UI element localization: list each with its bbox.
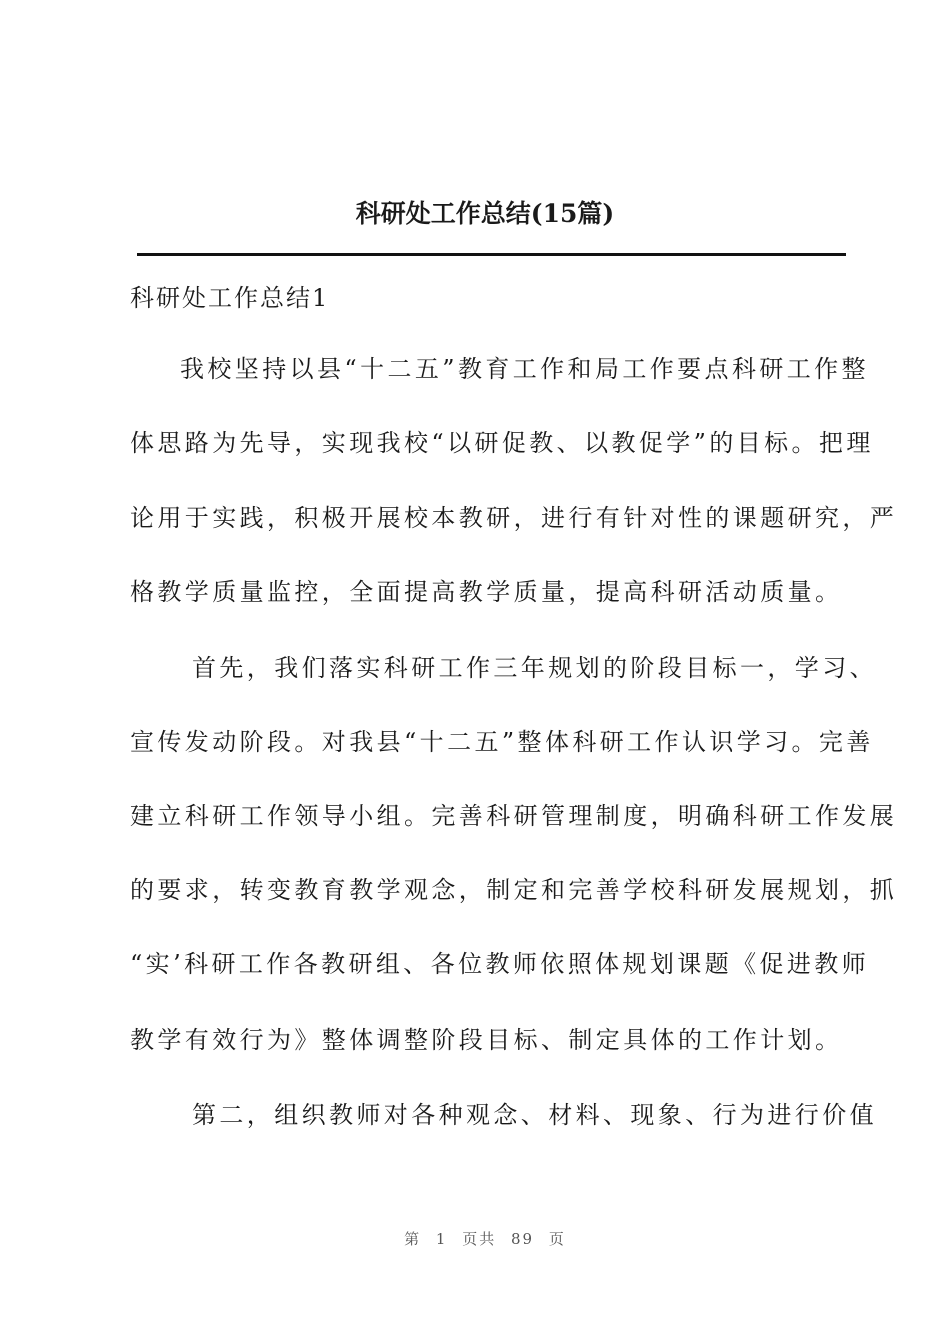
paragraph-line: 第二，组织教师对各种观念、材料、现象、行为进行价值 [192, 1101, 877, 1129]
section-heading: 科研处工作总结1 [130, 284, 330, 312]
paragraph-line: 教学有效行为》整体调整阶段目标、制定具体的工作计划。 [130, 1026, 843, 1054]
page-number-footer: 第 1 页共 89 页 [404, 1230, 566, 1248]
paragraph-line: 建立科研工作领导小组。完善科研管理制度，明确科研工作发展 [130, 802, 898, 830]
paragraph-line: 论用于实践，积极开展校本教研，进行有针对性的课题研究，严 [130, 504, 898, 532]
paragraph-line: “实’科研工作各教研组、各位教师依照体规划课题《促进教师 [130, 950, 870, 978]
document-title: 科研处工作总结(15篇) [355, 199, 615, 228]
paragraph-line: 首先，我们落实科研工作三年规划的阶段目标一，学习、 [192, 654, 877, 682]
paragraph-line: 格教学质量监控，全面提高教学质量，提高科研活动质量。 [130, 578, 843, 606]
title-divider [137, 253, 846, 256]
paragraph-line: 宣传发动阶段。对我县“十二五”整体科研工作认识学习。完善 [130, 728, 874, 756]
paragraph-line: 体思路为先导，实现我校“以研促教、以教促学”的目标。把理 [130, 429, 874, 457]
paragraph-line: 的要求，转变教育教学观念，制定和完善学校科研发展规划，抓 [130, 876, 898, 904]
paragraph-line: 我校坚持以县“十二五”教育工作和局工作要点科研工作整 [180, 355, 869, 383]
